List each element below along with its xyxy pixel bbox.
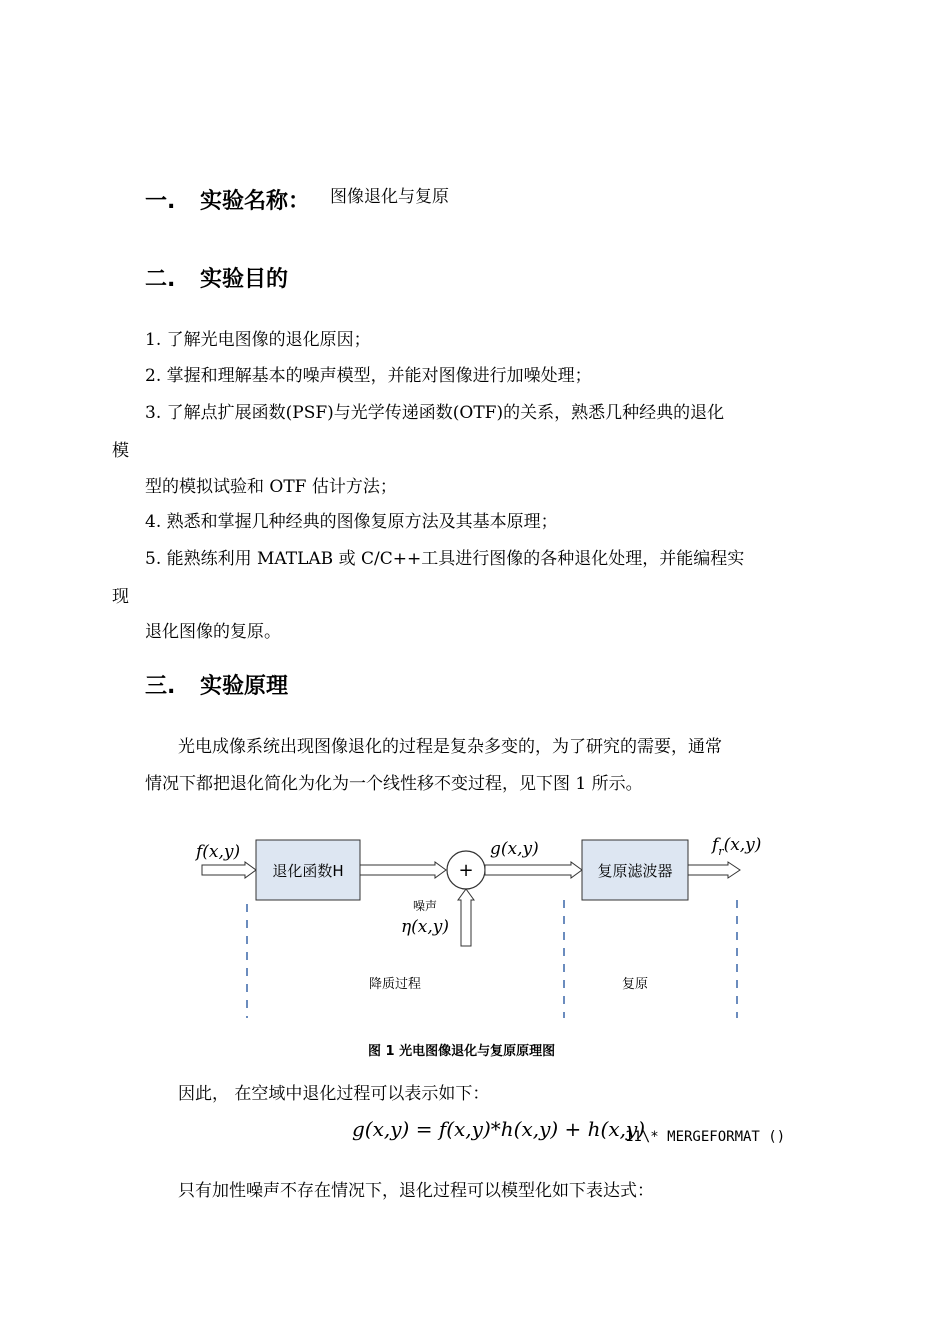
- objective-item: 3. 了解点扩展函数(PSF)与光学传递函数(OTF)的关系，熟悉几种经典的退化: [145, 403, 725, 423]
- equation: g(x,y) = f(x,y)*h(x,y) + h(x,y): [352, 1117, 646, 1141]
- section-title: 实验原理: [200, 674, 289, 699]
- noise-symbol: η(x,y): [400, 917, 450, 937]
- paragraph-line: 因此， 在空域中退化过程可以表示如下：: [178, 1084, 490, 1104]
- noise-label: 噪声: [412, 899, 438, 913]
- section-number: 二.: [145, 267, 176, 292]
- section-number: 一.: [145, 189, 176, 214]
- experiment-name: 图像退化与复原: [330, 187, 449, 207]
- degradation-diagram: [190, 828, 790, 1028]
- objective-wrap: 现: [112, 587, 129, 607]
- objective-item: 5. 能熟练利用 MATLAB 或 C/C++工具进行图像的各种退化处理，并能编程实: [145, 549, 745, 569]
- output-label: $f_r(x,y)$: [712, 835, 762, 858]
- section-title: 实验名称：: [200, 189, 311, 214]
- paragraph-line: 只有加性噪声不存在情况下，退化过程可以模型化如下表达式：: [178, 1181, 654, 1201]
- noise-arrow: [458, 889, 474, 946]
- input-arrow: [202, 862, 256, 878]
- objective-item: 4. 熟悉和掌握几种经典的图像复原方法及其基本原理；: [145, 512, 558, 532]
- equation-reference: 11\* MERGEFORMAT (): [625, 1129, 786, 1145]
- paragraph-line: 光电成像系统出现图像退化的过程是复杂多变的，为了研究的需要，通常: [178, 737, 722, 757]
- degradation-function-label: 退化函数H: [272, 862, 344, 880]
- objective-item: 2. 掌握和理解基本的噪声模型，并能对图像进行加噪处理；: [145, 366, 592, 386]
- section-number: 三.: [145, 674, 176, 699]
- objective-wrap: 模: [112, 441, 129, 461]
- arrow-to-sum: [360, 862, 446, 878]
- arrow-to-restore: [485, 862, 582, 878]
- mid-label: g(x,y): [490, 839, 539, 859]
- region-label-degradation: 降质过程: [368, 977, 422, 992]
- section-title: 实验目的: [200, 267, 289, 292]
- objective-item-cont: 退化图像的复原。: [145, 622, 281, 642]
- objective-item-cont: 型的模拟试验和 OTF 估计方法；: [145, 477, 397, 497]
- region-label-restoration: 复原: [621, 977, 649, 992]
- sum-symbol: +: [458, 860, 474, 881]
- input-label: f(x,y): [196, 842, 241, 862]
- restoration-filter-label: 复原滤波器: [597, 862, 673, 880]
- output-arrow: [688, 862, 740, 878]
- figure-caption: 图 1 光电图像退化与复原原理图: [368, 1044, 556, 1059]
- objective-item: 1. 了解光电图像的退化原因；: [145, 330, 371, 350]
- paragraph-line: 情况下都把退化简化为化为一个线性移不变过程，见下图 1 所示。: [145, 774, 643, 794]
